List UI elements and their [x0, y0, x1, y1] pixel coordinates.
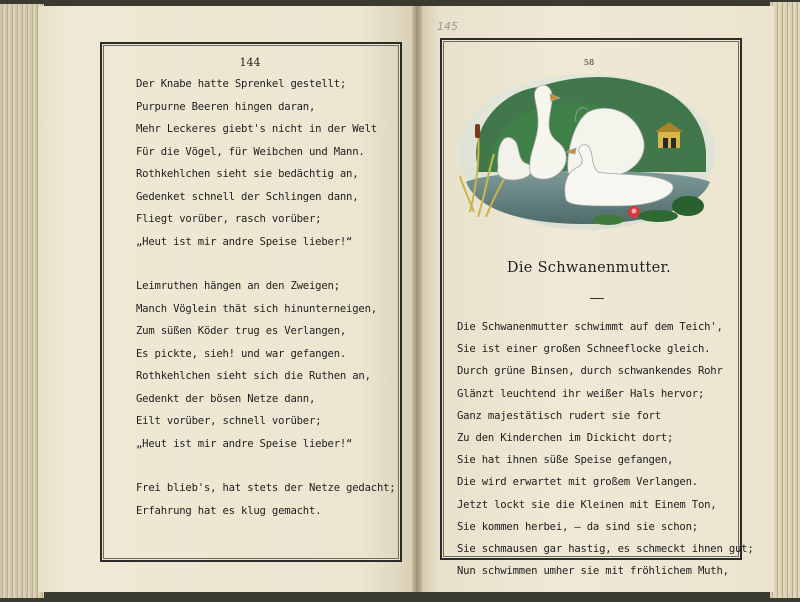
- poem-line: Die wird erwartet mit großem Verlangen.: [457, 476, 698, 489]
- cattail: [475, 124, 480, 138]
- page-number: 144: [239, 56, 261, 69]
- poem-line: Purpurne Beeren hingen daran,: [136, 100, 316, 113]
- poem-line: Ganz majestätisch rudert sie fort: [457, 409, 661, 422]
- pencil-page-number: 145: [437, 20, 458, 33]
- stanza-2: [136, 275, 395, 455]
- right-page-edges: [770, 2, 800, 598]
- poem-line: Erfahrung hat es klug gemacht.: [136, 504, 322, 517]
- poem-line: Eilt vorüber, schnell vorüber;: [136, 415, 322, 427]
- poem-line: Mehr Leckeres giebt's nicht in der Welt: [136, 123, 377, 135]
- poem-line: Es pickte, sieh! und war gefangen.: [136, 347, 347, 360]
- poem-line: Durch grüne Binsen, durch schwankendes Rohr: [457, 365, 723, 378]
- poem-line: Gedenket schnell der Schlingen dann,: [136, 190, 359, 203]
- poem-line: Fliegt vorüber, rasch vorüber;: [136, 213, 322, 225]
- left-poem: [136, 73, 395, 522]
- poem-line: Sie ist einer großen Schneeflocke gleich.: [457, 343, 711, 356]
- poem-line: Manch Vöglein thät sich hinunterneigen,: [136, 302, 377, 315]
- stanza-3: [136, 477, 395, 522]
- book-gutter: [412, 6, 422, 592]
- poem-line: Frei blieb's, hat stets der Netze gedacht;: [136, 482, 396, 494]
- poem-line: Der Knabe hatte Sprenkel gestellt;: [136, 78, 347, 90]
- poem-line: Rothkehlchen sieht sie bedächtig an,: [136, 168, 359, 180]
- poem-line: Nun schwimmen umher sie mit fröhlichem Muth,: [457, 565, 729, 578]
- poem-line: Jetzt lockt sie die Kleinen mit Einem Ton,: [457, 498, 717, 511]
- poem-line: „Heut ist mir andre Speise lieber!“: [136, 437, 353, 450]
- plate-number: 58: [583, 58, 595, 67]
- poem-line: „Heut ist mir andre Speise lieber!“: [136, 235, 353, 248]
- poem-line: Die Schwanenmutter schwimmt auf dem Teich',: [457, 321, 723, 333]
- poem-line: Glänzt leuchtend ihr weißer Hals hervor;: [457, 387, 705, 400]
- poem-line: Rothkehlchen sieht sich die Ruthen an,: [136, 370, 371, 382]
- swan-illustration: [458, 72, 716, 232]
- stanza-1: [136, 73, 395, 253]
- poem-line: Sie schmausen gar hastig, es schmeckt ihnen gut;: [457, 542, 754, 555]
- poem-line: Leimruthen hängen an den Zweigen;: [136, 280, 340, 292]
- right-poem: [457, 316, 754, 582]
- title-rule: [590, 298, 604, 299]
- poem-line: Zum süßen Köder trug es Verlangen,: [136, 325, 347, 337]
- poem-line: Sie hat ihnen süße Speise gefangen,: [457, 454, 674, 467]
- poem-line: Zu den Kinderchen im Dickicht dort;: [457, 431, 674, 444]
- poem-title: Die Schwanenmutter.: [506, 260, 672, 276]
- poem-line: Gedenkt der bösen Netze dann,: [136, 392, 316, 405]
- poem-line: Sie kommen herbei, — da sind sie schon;: [457, 520, 698, 533]
- poem-line: Für die Vögel, für Weibchen und Mann.: [136, 145, 365, 158]
